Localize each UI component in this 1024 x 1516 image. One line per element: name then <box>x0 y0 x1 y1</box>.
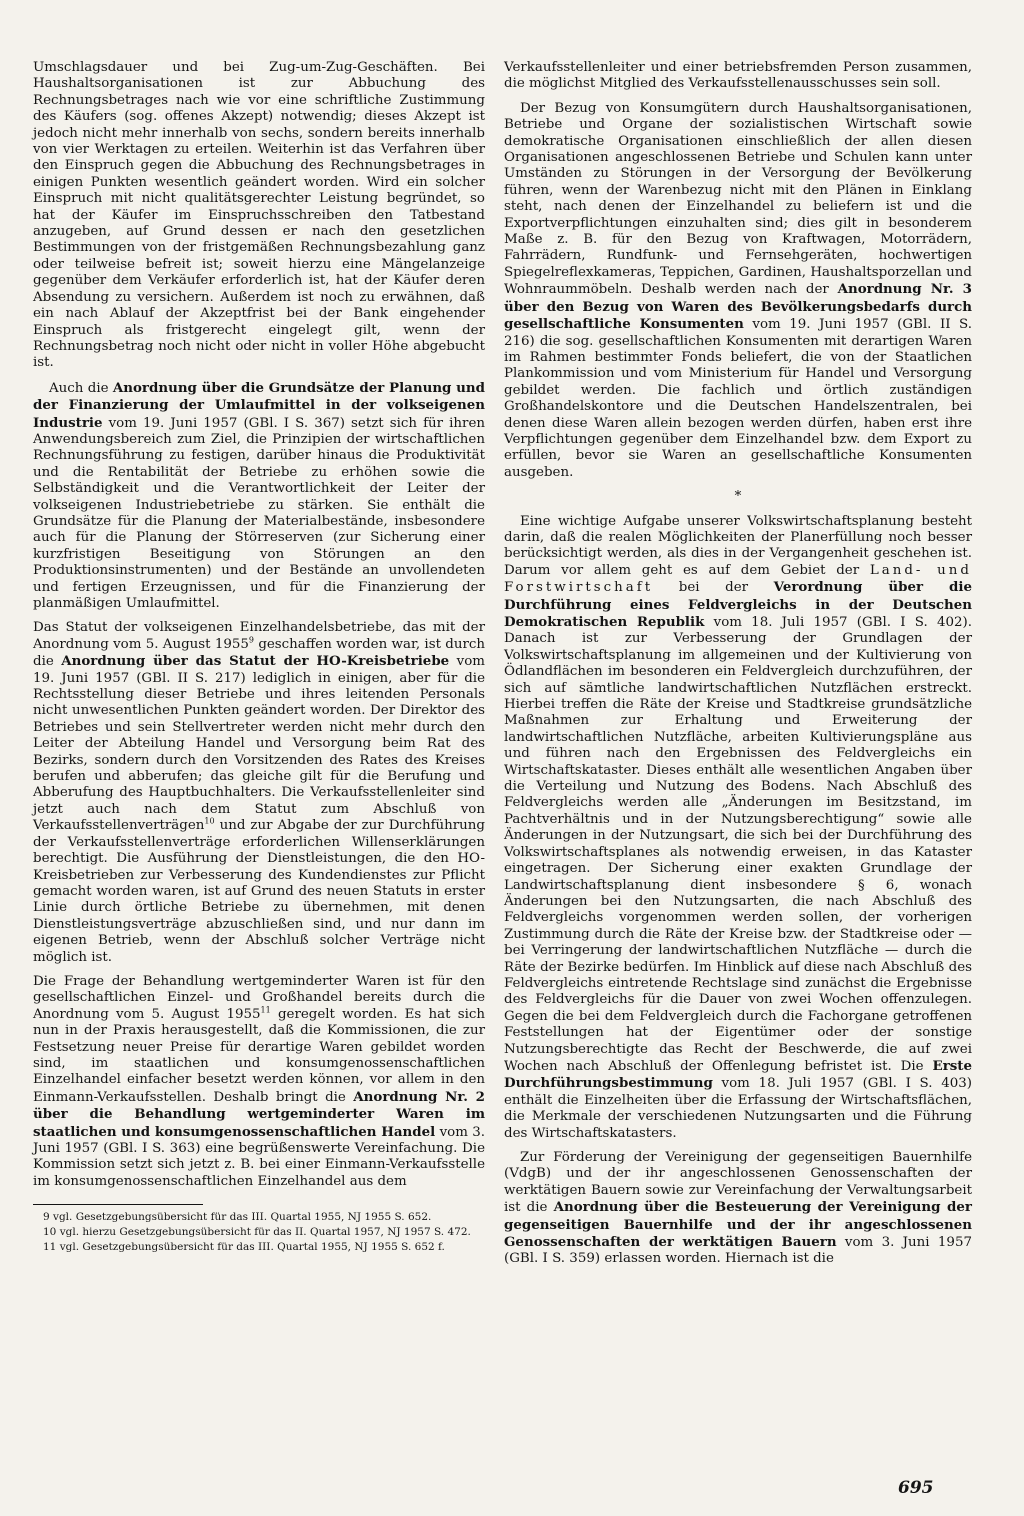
footnote-ref: 9 <box>248 635 254 645</box>
bold-title: Anordnung Nr. 3 über den Bezug von Waren des Bevölkerungsbedarfs durch gesellschaftliche Konsumenten <box>504 281 972 333</box>
footnote-rule <box>33 1204 203 1205</box>
bold-title: Erste Durchführungsbestimmung <box>504 1057 972 1092</box>
paragraph: Der Bezug von Konsumgütern durch Haushaltsorganisationen, Betriebe und Organe der sozialistischen Wirtschaft sowie demokratische Organisationen einschließlich der allen diesen Organisationen angeschlossenen Betriebe und Schulen kann unter Umständen zu Störungen in der Versorgung der Bevölkerung führen, wenn der Warenbezug nicht mit den Plänen in Einklang steht, nach denen der Einzelhandel zu beliefern ist und die Exportverpflichtungen einzuhalten sind; dies gilt in besonderem Maße z. B. für den Bezug von Kraftwagen, Motorrädern, Fahrrädern, Rundfunk- und Fernsehgeräten, hochwertigen Spiegelreflexkameras, Teppichen, Gardinen, Haushaltsporzellan und Wohnraummöbeln. Deshalb werden nach der Anordnung Nr. 3 über den Bezug von Waren des Bevölkerungsbedarfs durch gesellschaftliche Konsumenten vom 19. Juni 1957 (GBl. II S. 216) die sog. gesellschaftlichen Konsumenten mit derartigen Waren im Rahmen bestimmter Fonds beliefert, die von der Staatlichen Plankommission und vom Ministerium für Handel und Versorgung gebildet werden. Die fachlich und örtlich zuständigen Großhandelskontore und die Deutschen Handelszentralen, bei denen diese Waren allein bezogen werden dürfen, haben erst ihre Verpflichtungen gegenüber dem Einzelhandel bzw. dem Export zu erfüllen, bevor sie Waren an gesellschaftliche Konsumenten ausgeben. <box>504 100 973 480</box>
paragraph: Eine wichtige Aufgabe unserer Volkswirtschaftsplanung besteht darin, daß die realen Möglichkeiten der Planerfüllung noch besser berücksichtigt werden, als dies in der Vergangenheit geschehen ist. Darum vor allem geht es auf dem Gebiet der Land- und Forstwirtschaft bei der Verordnung über die Durchführung eines Feldvergleichs in der Deutschen Demokratischen Republik vom 18. Juli 1957 (GBl. I S. 402). Danach ist zur Verbesserung der Grundlagen der Volkswirtschaftsplanung im allgemeinen und der Kultivierung von Ödlandflächen im besonderen ein Feldvergleich durchzuführen, der sich auf sämtliche landwirtschaftlichen Nutzflächen erstreckt. Hierbei treffen die Räte der Kreise und Stadtkreise grundsätzliche Maßnahmen zur Erhaltung und Erweiterung der landwirtschaftlichen Nutzfläche, arbeiten Kultivierungspläne aus und führen nach den Ergebnissen des Feldvergleichs ein Wirtschaftskataster. Dieses enthält alle wesentlichen Angaben über die Verteilung und Nutzung des Bodens. Nach Abschluß des Feldvergleichs werden alle „Änderungen im Besitzstand, im Pachtverhältnis und in der Nutzungsberechtigung“ sowie alle Änderungen in der Nutzungsart, die sich bei der Durchführung des Volkswirtschaftsplanes als notwendig erweisen, in das Kataster eingetragen. Der Sicherung einer exakten Grundlage der Landwirtschaftsplanung dient insbesondere § 6, wonach Änderungen bei den Nutzungsarten, die nach Abschluß des Feldvergleichs vorgenommen werden sollen, der vorherigen Zustimmung durch die Räte der Kreise bzw. der Stadtkreise oder — bei Verringerung der landwirtschaftlichen Nutzfläche — durch die Räte der Bezirke bedürfen. Im Hinblick auf diese nach Abschluß des Feldvergleichs eintretende Rechtslage sind zunächst die Ergebnisse des Feldvergleichs für die Dauer von zwei Wochen offenzulegen. Gegen die bei dem Feldvergleich durch die Fachorgane getroffenen Feststellungen hat der Eigentümer oder der sonstige Nutzungsberechtigte das Recht der Beschwerde, die auf zwei Wochen nach Abschluß der Offenlegung befristet ist. Die Erste Durchführungsbestimmung vom 18. Juli 1957 (GBl. I S. 403) enthält die Einzelheiten über die Erfassung der Wirtschaftsflächen, die Merkmale der verschiedenen Nutzungsarten und die Führung des Wirtschaftskatasters. <box>504 513 973 1141</box>
footnotes <box>33 1204 485 1254</box>
paragraph: Umschlagsdauer und bei Zug-um-Zug-Geschäften. Bei Haushaltsorganisationen ist zur Abbuchung des Rechnungsbetrages nach wie vor eine schriftliche Zustimmung des Käufers (sog. offenes Akzept) notwendig; dieses Akzept ist jedoch nicht mehr innerhalb von sechs, sondern bereits innerhalb von vier Werktagen zu erteilen. Weiterhin ist das Verfahren über den Einspruch gegen die Abbuchung des Rechnungsbetrages in einigen Punkten wesentlich geändert worden. Wird ein solcher Einspruch mit nicht qualitätsgerechter Leistung begründet, so hat der Käufer im Einspruchsschreiben den Tatbestand anzugeben, auf Grund dessen er nach den gesetzlichen Bestimmungen von der fristgemäßen Rechnungsbezahlung ganz oder teilweise befreit ist; soweit hierzu eine Mängelanzeige gegenüber dem Verkäufer erforderlich ist, hat der Käufer deren Absendung zu versichern. Außerdem ist noch zu erwähnen, daß ein nach Ablauf der Akzeptfrist bei der Bank eingehender Einspruch als fristgerecht eingelegt gilt, wenn der Rechnungsbetrag noch nicht oder nicht in voller Höhe abgebucht ist. <box>33 60 485 371</box>
footnote: 11 vgl. Gesetzgebungsübersicht für das III. Quartal 1955, NJ 1955 S. 652 f. <box>43 1241 445 1254</box>
bold-title: Anordnung über die Besteuerung der Vereinigung der gegenseitigen Bauernhilfe und der ihr angeschlossenen Genossenschaften der werktätigen Bauern <box>504 1199 972 1251</box>
paragraph: Das Statut der volkseigenen Einzelhandelsbetriebe, das mit der Anordnung vom 5. August 1955$^9$ geschaffen worden war, ist durch die Anordnung über das Statut der HO-Kreisbetriebe vom 19. Juni 1957 (GBl. II S. 217) lediglich in einigen, aber für die Rechtsstellung dieser Betriebe und ihres leitenden Personals nicht unwesentlichen Punkten geändert worden. Der Direktor des Betriebes und sein Stellvertreter werden nicht mehr durch den Leiter der Abteilung Handel und Versorgung beim Rat des Bezirks, sondern durch den Vorsitzenden des Rates des Kreises berufen und abberufen; das gleiche gilt für die Berufung und Abberufung des Hauptbuchhalters. Die Verkaufsstellenleiter sind jetzt auch nach dem Statut zum Abschluß von Verkaufsstellenverträgen$^{10}$ und zur Abgabe der zur Durchführung der Verkaufsstellenverträge erforderlichen Willenserklärungen berechtigt. Die Ausführung der Dienstleistungen, die den HO-Kreisbetrieben zur Verbesserung des Kundendienstes zur Pflicht gemacht worden waren, ist auf Grund des neuen Statuts in erster Linie durch örtliche Betriebe zu übernehmen, mit denen Dienstleistungsverträge abzuschließen sind, und nur dann im eigenen Betrieb, wenn der Abschluß solcher Verträge nicht möglich ist. <box>33 620 486 965</box>
paragraph: Zur Förderung der Vereinigung der gegenseitigen Bauernhilfe (VdgB) und der ihr angeschlossenen Genossenschaften der werktätigen Bauern sowie zur Vereinfachung der Verwaltungsarbeit ist die Anordnung über die Besteuerung der Vereinigung der gegenseitigen Bauernhilfe und der ihr angeschlossenen Genossenschaften der werktätigen Bauern vom 3. Juni 1957 (GBl. I S. 359) erlassen worden. Hiernach ist die <box>504 1150 972 1267</box>
bold-title: Verordnung über die Durchführung eines Feldvergleichs in der Deutschen Demokratischen Republik <box>504 579 973 630</box>
bold-title: Anordnung über das Statut der HO-Kreisbetriebe <box>61 653 450 670</box>
bold-title: Anordnung über die Grundsätze der Planung und der Finanzierung der Umlaufmittel in der volkseigenen Industrie <box>33 379 485 431</box>
left-column <box>33 60 485 1256</box>
paragraph: Verkaufsstellenleiter und einer betriebsfremden Person zusammen, die möglichst Mitglied des Verkaufsstellenausschusses sein soll. <box>504 60 972 92</box>
paragraph: Auch die Anordnung über die Grundsätze der Planung und der Finanzierung der Umlaufmittel in der volkseigenen Industrie vom 19. Juni 1957 (GBl. I S. 367) setzt sich für ihren Anwendungsbereich zum Ziel, die Prinzipien der wirtschaftlichen Rechnungsführung zu festigen, darüber hinaus die Produktivität und die Rentabilität der Betriebe zu erhöhen sowie die Selbständigkeit und die Verantwortlichkeit der Leiter der volkseigenen Industriebetriebe zu stärken. Sie enthält die Grundsätze für die Planung der Materialbestände, insbesondere auch für die Planung der Störreserven (zur Sicherung einer kurzfristigen Beseitigung von Störungen an den Produktionsinstrumenten) und der Bestände an unvollendeten und fertigen Erzeugnissen, und für die Finanzierung der planmäßigen Umlaufmittel. <box>33 379 485 611</box>
footnote-ref: 11 <box>260 1005 271 1015</box>
footnote: 9 vgl. Gesetzgebungsübersicht für das III. Quartal 1955, NJ 1955 S. 652. <box>43 1211 432 1224</box>
right-column <box>504 60 972 1276</box>
paragraph: Die Frage der Behandlung wertgeminderter Waren ist für den gesellschaftlichen Einzel- und Großhandel bereits durch die Anordnung vom 5. August 1955$^{11}$ geregelt worden. Es hat sich nun in der Praxis herausgestellt, daß die Kommissionen, die zur Festsetzung neuer Preise für derartige Waren gebildet worden sind, im staatlichen und konsumgenossenschaftlichen Einzelhandel einfacher besetzt werden können, vor allem in den Einmann-Verkaufsstellen. Deshalb bringt die Anordnung Nr. 2 über die Behandlung wertgeminderter Waren im staatlichen und konsumgenossenschaftlichen Handel vom 3. Juni 1957 (GBl. I S. 363) eine begrüßenswerte Vereinfachung. Die Kommission setzt sich jetzt z. B. bei einer Einmann-Verkaufsstelle im konsumgenossenschaftlichen Einzelhandel aus dem <box>33 973 486 1189</box>
footnote: 10 vgl. hierzu Gesetzgebungsübersicht für das II. Quartal 1957, NJ 1957 S. 472. <box>43 1226 471 1239</box>
footnote-ref: 10 <box>204 816 215 826</box>
bold-title: Anordnung Nr. 2 über die Behandlung wertgeminderter Waren im staatlichen und konsumgenossenschaftlichen Handel <box>33 1088 485 1140</box>
section-separator: * <box>734 489 742 505</box>
page-number: 695 <box>898 1478 934 1498</box>
spaced-term: Land- und Forstwirtschaft <box>504 562 972 596</box>
